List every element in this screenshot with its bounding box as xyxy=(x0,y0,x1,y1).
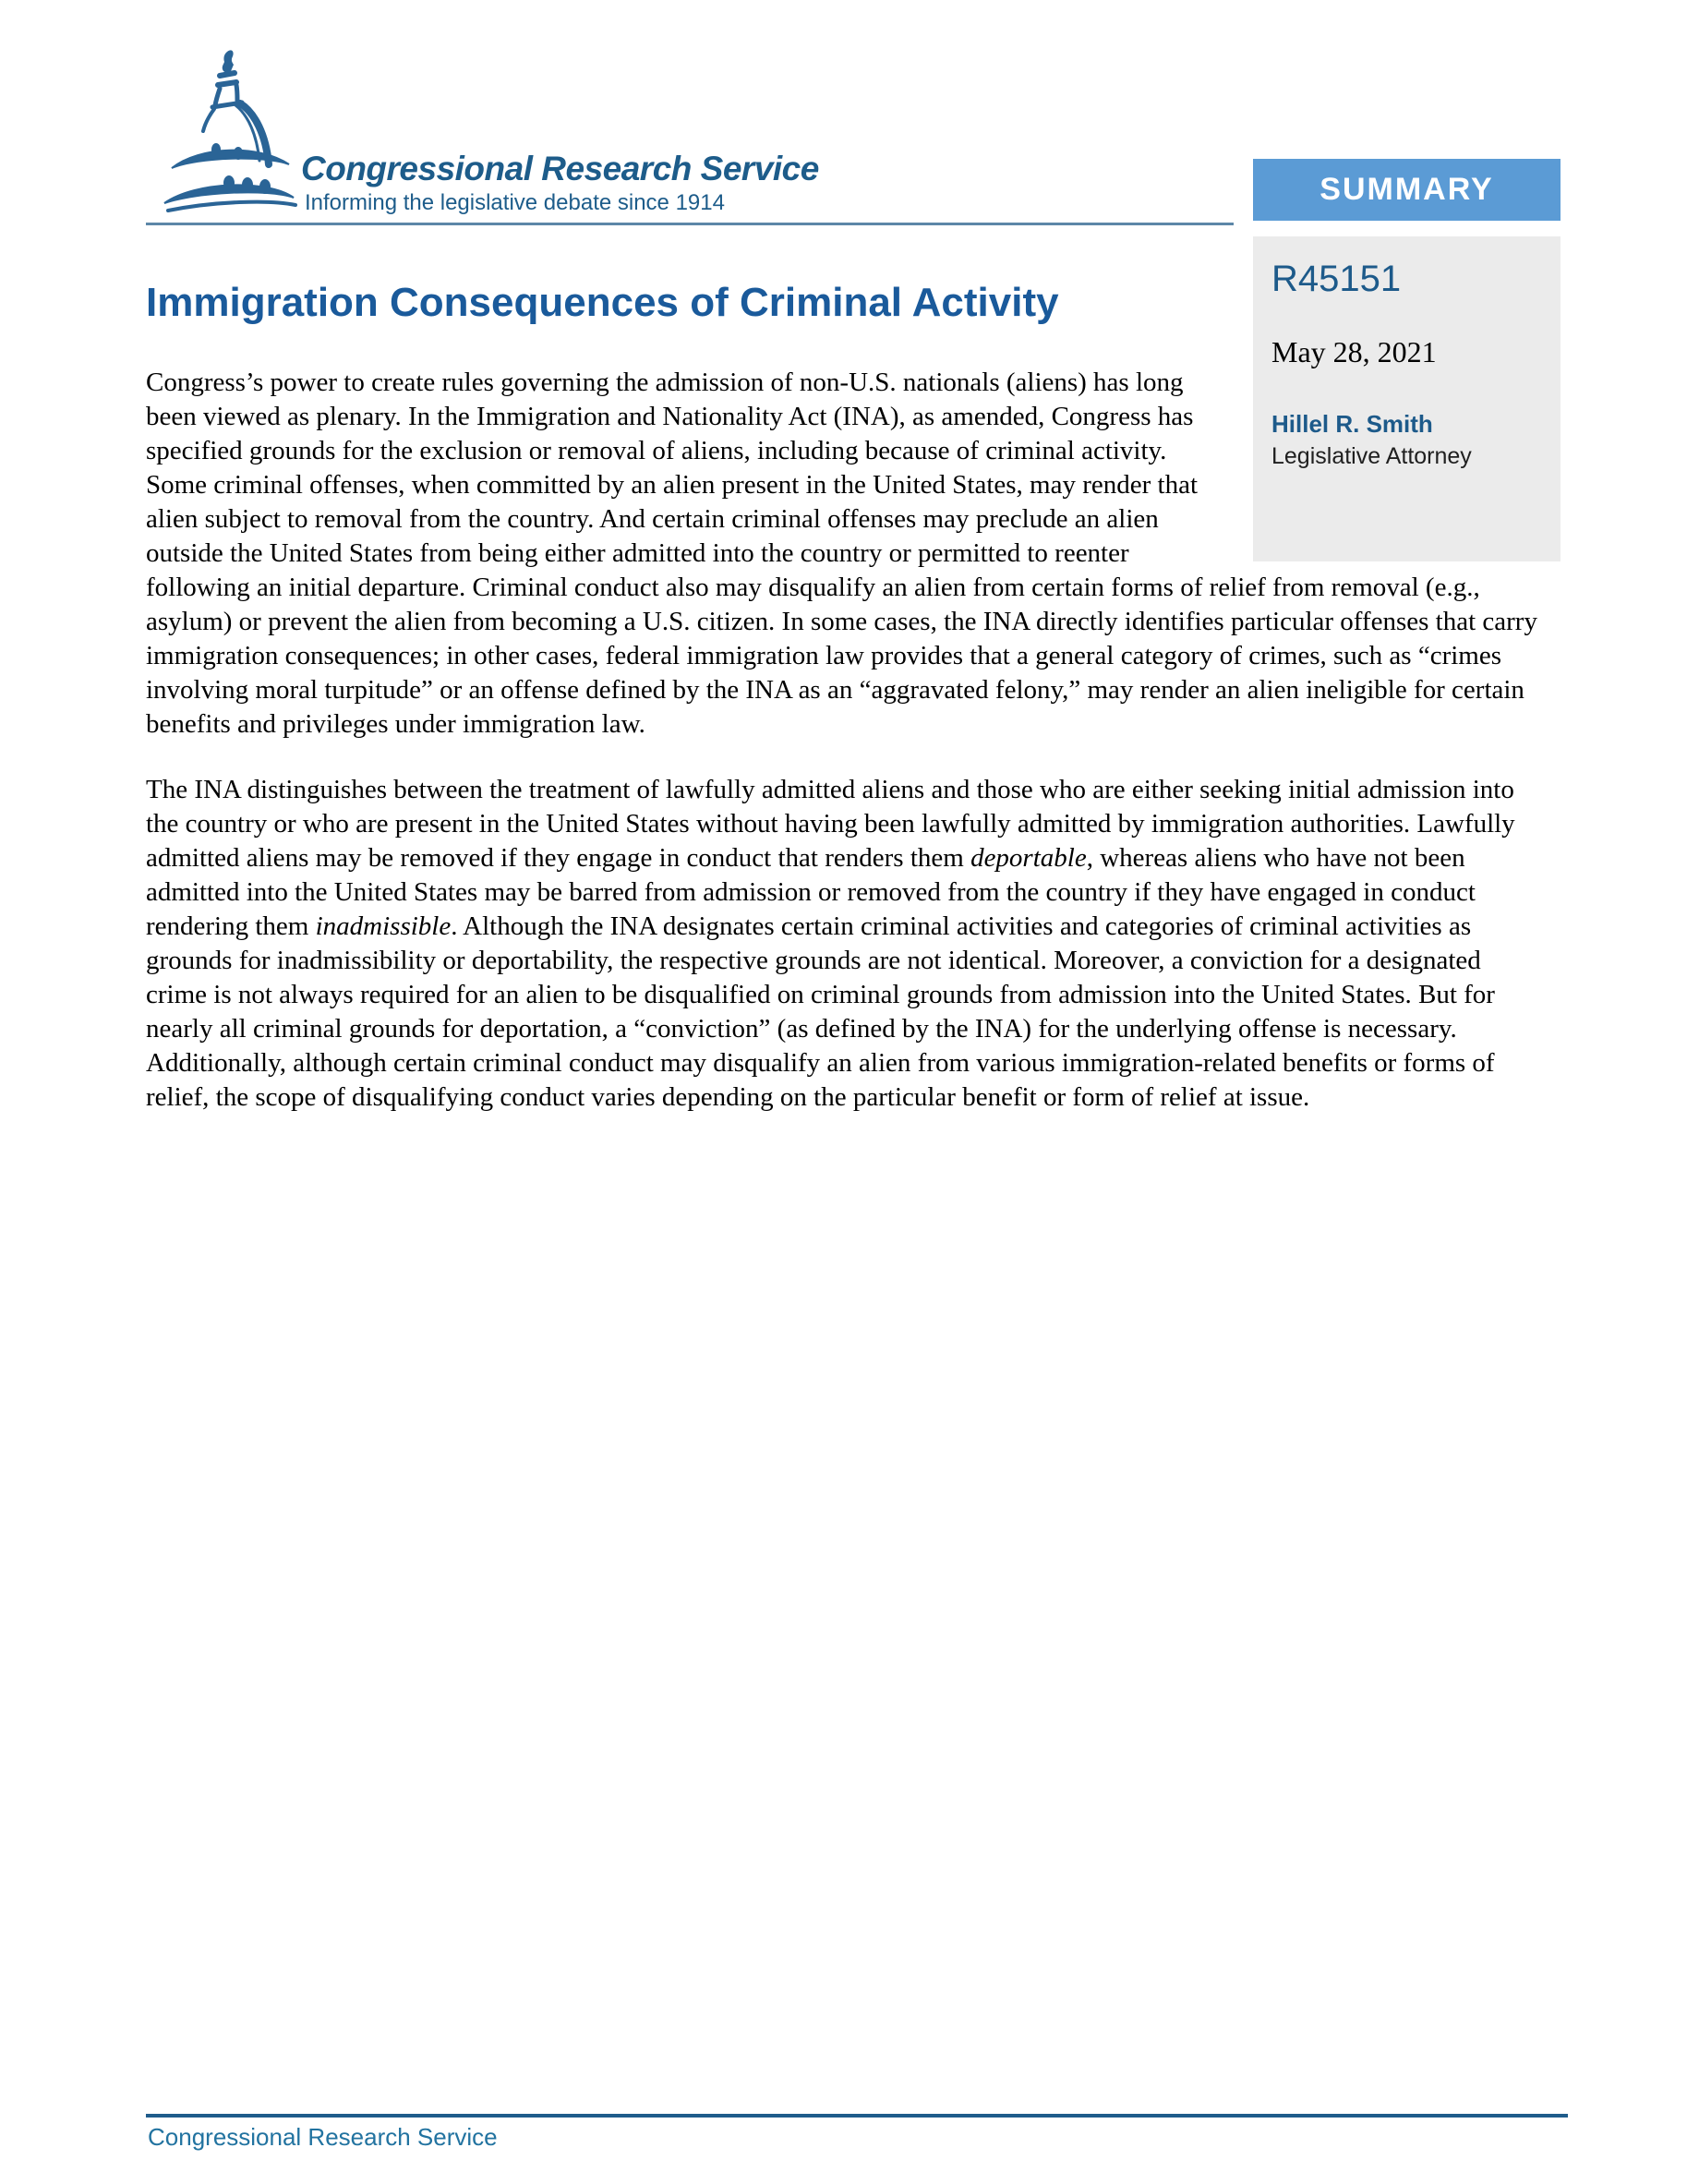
report-number: R45151 xyxy=(1271,259,1402,299)
footer-divider xyxy=(146,2114,1568,2118)
italic-term-deportable: deportable xyxy=(970,843,1087,873)
report-date: May 28, 2021 xyxy=(1271,335,1437,368)
footer-brand: Congressional Research Service xyxy=(148,2123,498,2151)
report-title: Immigration Consequences of Criminal Activity xyxy=(146,280,1059,325)
header-divider xyxy=(146,223,1234,225)
author-title: Legislative Attorney xyxy=(1271,443,1472,469)
paragraph-2-segment: , whereas aliens who have not been admitted into the United States may be barred from admission or removed from the country if they have engaged in conduct rendering them xyxy=(146,843,1476,941)
paragraph-2-segment: . Although the INA designates certain criminal activities and categories of criminal activities as grounds for inadmissibility or deportability, the respective grounds are not identical. Moreover, a conviction for a designated crime is not always required for an alien to be disqualified on criminal grounds from admission into the United States. But for nearly all criminal grounds for deportation, a “conviction” (as defined by the INA) for the underlying offense is necessary. Additionally, although certain criminal conduct may disqualify an alien from various immigration-related benefits or forms of relief, the scope of disqualifying conduct varies depending on the particular benefit or form of relief at issue. xyxy=(146,911,1495,1112)
sidebar-flow-spacer xyxy=(1223,279,1544,565)
report-body xyxy=(146,279,1544,1146)
summary-banner xyxy=(1253,159,1560,221)
body-paragraph-1: Congress’s power to create rules governing the admission of non-U.S. nationals (aliens) has long been viewed as plenary. In the Immigration and Nationality Act (INA), as amended, Congress has specified grounds for the exclusion or removal of aliens, including because of criminal activity. Some criminal offenses, when committed by an alien present in the United States, may render that alien subject to removal from the country. And certain criminal offenses may preclude an alien outside the United States from being either admitted into the country or permitted to reenter following an initial departure. Criminal conduct also may disqualify an alien from certain forms of relief from removal (e.g., asylum) or prevent the alien from becoming a U.S. citizen. In some cases, the INA directly identifies particular offenses that carry immigration consequences; in other cases, federal immigration law provides that a general category of crimes, such as “crimes involving moral turpitude” or an offense defined by the INA as an “aggravated felony,” may render an alien ineligible for certain benefits and privileges under immigration law. xyxy=(146,368,1537,739)
brand-wordmark: Congressional Research Service xyxy=(301,150,819,187)
brand-tagline: Informing the legislative debate since 1914 xyxy=(305,190,725,215)
summary-banner-label: SUMMARY xyxy=(1319,172,1494,207)
body-paragraph-2 xyxy=(146,773,1544,1115)
italic-term-inadmissible: inadmissible xyxy=(315,911,452,941)
paragraph-2-segment: The INA distinguishes between the treatment of lawfully admitted aliens and those who are either seeking initial admission into the country or who are present in the United States without having been lawfully admitted by immigration authorities. Lawfully admitted aliens may be removed if they engage in conduct that renders them xyxy=(146,775,1515,873)
author-name: Hillel R. Smith xyxy=(1271,410,1433,438)
crs-capitol-logo-icon xyxy=(159,46,297,219)
